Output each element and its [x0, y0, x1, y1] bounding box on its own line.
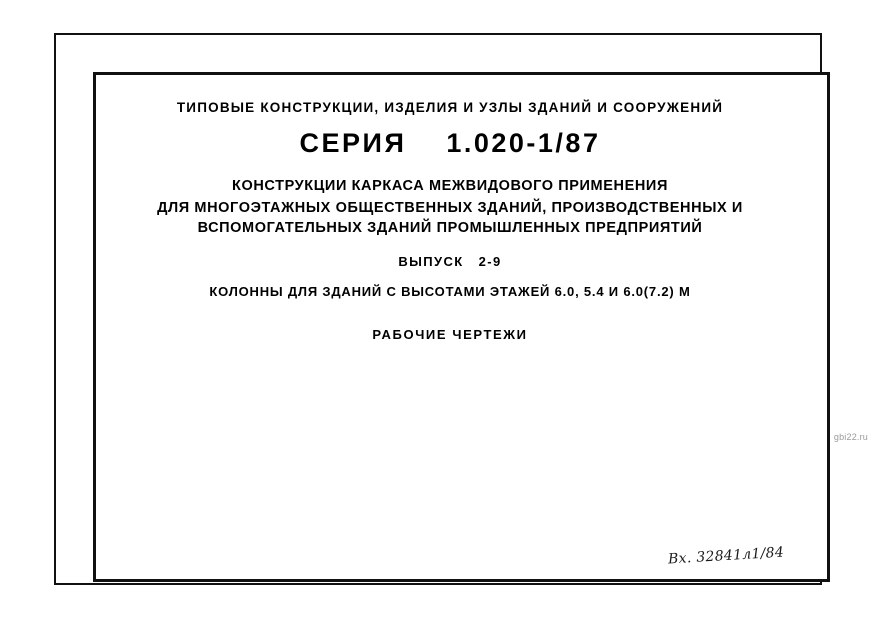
- series-number: СЕРИЯ 1.020-1/87: [299, 128, 601, 158]
- issue-description: КОЛОННЫ ДЛЯ ЗДАНИЙ С ВЫСОТАМИ ЭТАЖЕЙ 6.0, 5.4 И 6.0(7.2) М: [209, 284, 691, 299]
- series-heading: ТИПОВЫЕ КОНСТРУКЦИИ, ИЗДЕЛИЯ И УЗЛЫ ЗДАНИЙ И СООРУЖЕНИЙ: [176, 100, 724, 115]
- issue-number: ВЫПУСК 2-9: [398, 254, 502, 269]
- subtitle-line-2: ДЛЯ МНОГОЭТАЖНЫХ ОБЩЕСТВЕННЫХ ЗДАНИЙ, ПРОИЗВОДСТВЕННЫХ И: [157, 200, 743, 216]
- title-block: [100, 100, 800, 342]
- document-kind: РАБОЧИЕ ЧЕРТЕЖИ: [372, 327, 528, 342]
- subtitle-line-3: ВСПОМОГАТЕЛЬНЫХ ЗДАНИЙ ПРОМЫШЛЕННЫХ ПРЕДПРИЯТИЙ: [197, 220, 703, 236]
- archive-stamp: Вх. 32841л1/84: [667, 544, 785, 568]
- site-watermark: gbi22.ru: [833, 432, 868, 442]
- subtitle-line-1: КОНСТРУКЦИИ КАРКАСА МЕЖВИДОВОГО ПРИМЕНЕНИЯ: [232, 178, 668, 194]
